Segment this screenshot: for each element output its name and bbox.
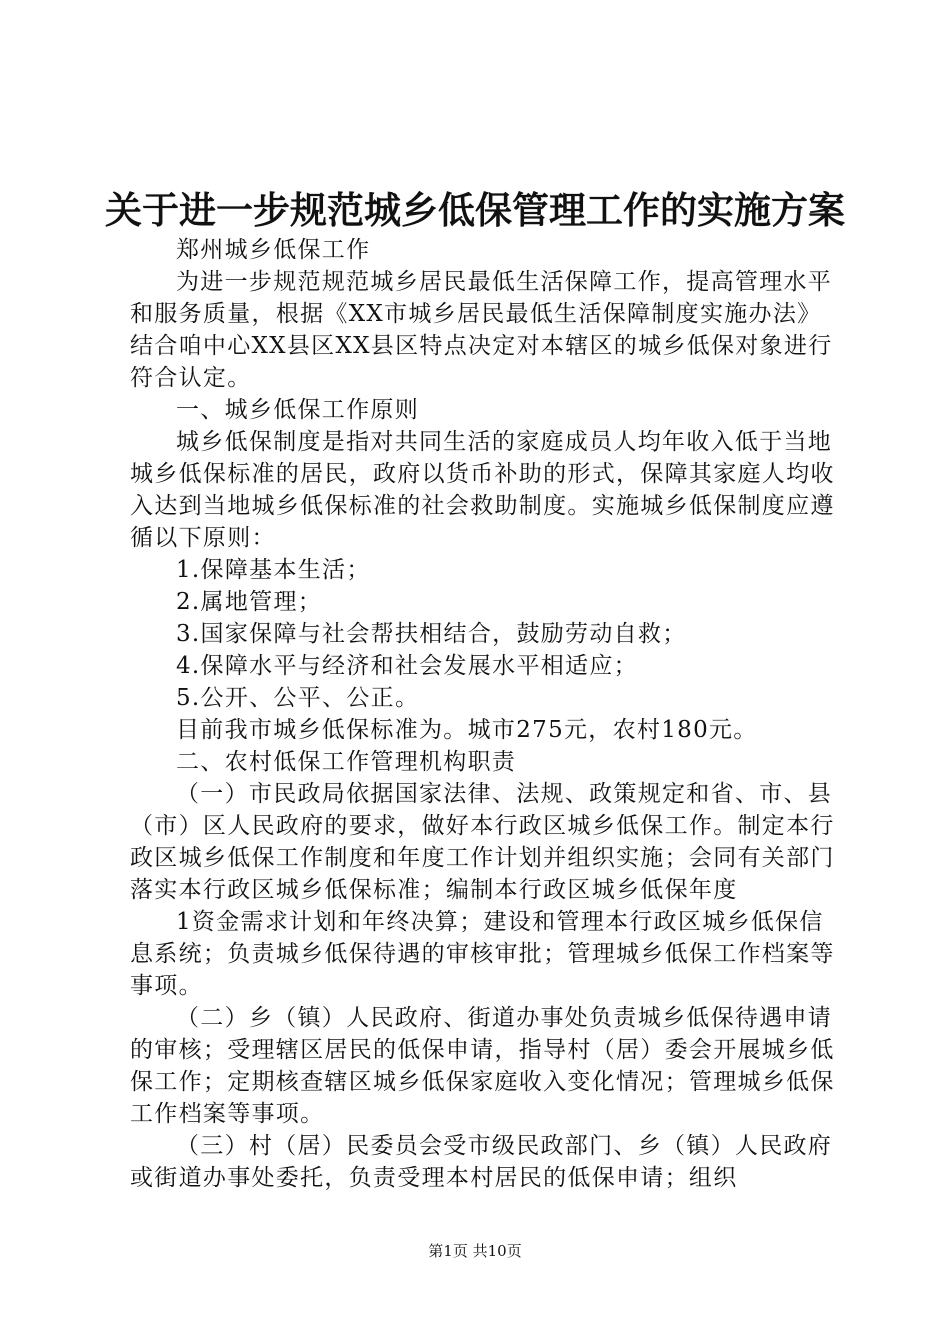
page-number-footer: 第1页 共10页 <box>428 1242 522 1260</box>
list-item: 1.保障基本生活； <box>176 557 371 583</box>
paragraph-standard: 目前我市城乡低保标准为。城市275元，农村180元。 <box>176 717 758 743</box>
document-body <box>130 234 835 1194</box>
list-item: 2.属地管理； <box>176 589 323 615</box>
paragraph-duty-2: （二）乡（镇）人民政府、街道办事处负责城乡低保待遇申请的审核；受理辖区居民的低保申请，指导村（居）委会开展城乡低保工作；定期核查辖区城乡低保家庭收入变化情况；管理城乡低保工作档案等事项。 <box>130 1005 835 1127</box>
list-item: 4.保障水平与经济和社会发展水平相适应； <box>176 653 638 679</box>
paragraph-principles: 城乡低保制度是指对共同生活的家庭成员人均年收入低于当地城乡低保标准的居民，政府以货币补助的形式，保障其家庭人均收入达到当地城乡低保标准的社会救助制度。实施城乡低保制度应遵循以下原则： <box>130 429 835 551</box>
paragraph-duty-1: （一）市民政局依据国家法律、法规、政策规定和省、市、县（市）区人民政府的要求，做好本行政区城乡低保工作。制定本行政区城乡低保工作制度和年度工作计划并组织实施；会同有关部门落实本行政区城乡低保标准；编制本行政区城乡低保年度 <box>130 781 835 903</box>
paragraph-duty-3: （三）村（居）民委员会受市级民政部门、乡（镇）人民政府或街道办事处委托，负责受理本村居民的低保申请；组织 <box>130 1133 833 1191</box>
paragraph-duty-1-cont: 1资金需求计划和年终决算；建设和管理本行政区城乡低保信息系统；负责城乡低保待遇的审核审批；管理城乡低保工作档案等事项。 <box>130 909 835 999</box>
section-heading-duties: 二、农村低保工作管理机构职责 <box>176 749 517 775</box>
paragraph-source: 郑州城乡低保工作 <box>176 237 371 263</box>
paragraph-intro: 为进一步规范规范城乡居民最低生活保障工作，提高管理水平和服务质量，根据《XX市城乡居民最低生活保障制度实施办法》结合咱中心XX县区XX县区特点决定对本辖区的城乡低保对象进行符合认定。 <box>130 269 833 391</box>
list-item: 5.公开、公平、公正。 <box>176 685 420 711</box>
document-title: 关于进一步规范城乡低保管理工作的实施方案 <box>105 188 845 232</box>
list-item: 3.国家保障与社会帮扶相结合，鼓励劳动自救； <box>176 621 687 647</box>
section-heading-principles: 一、城乡低保工作原则 <box>176 397 419 423</box>
